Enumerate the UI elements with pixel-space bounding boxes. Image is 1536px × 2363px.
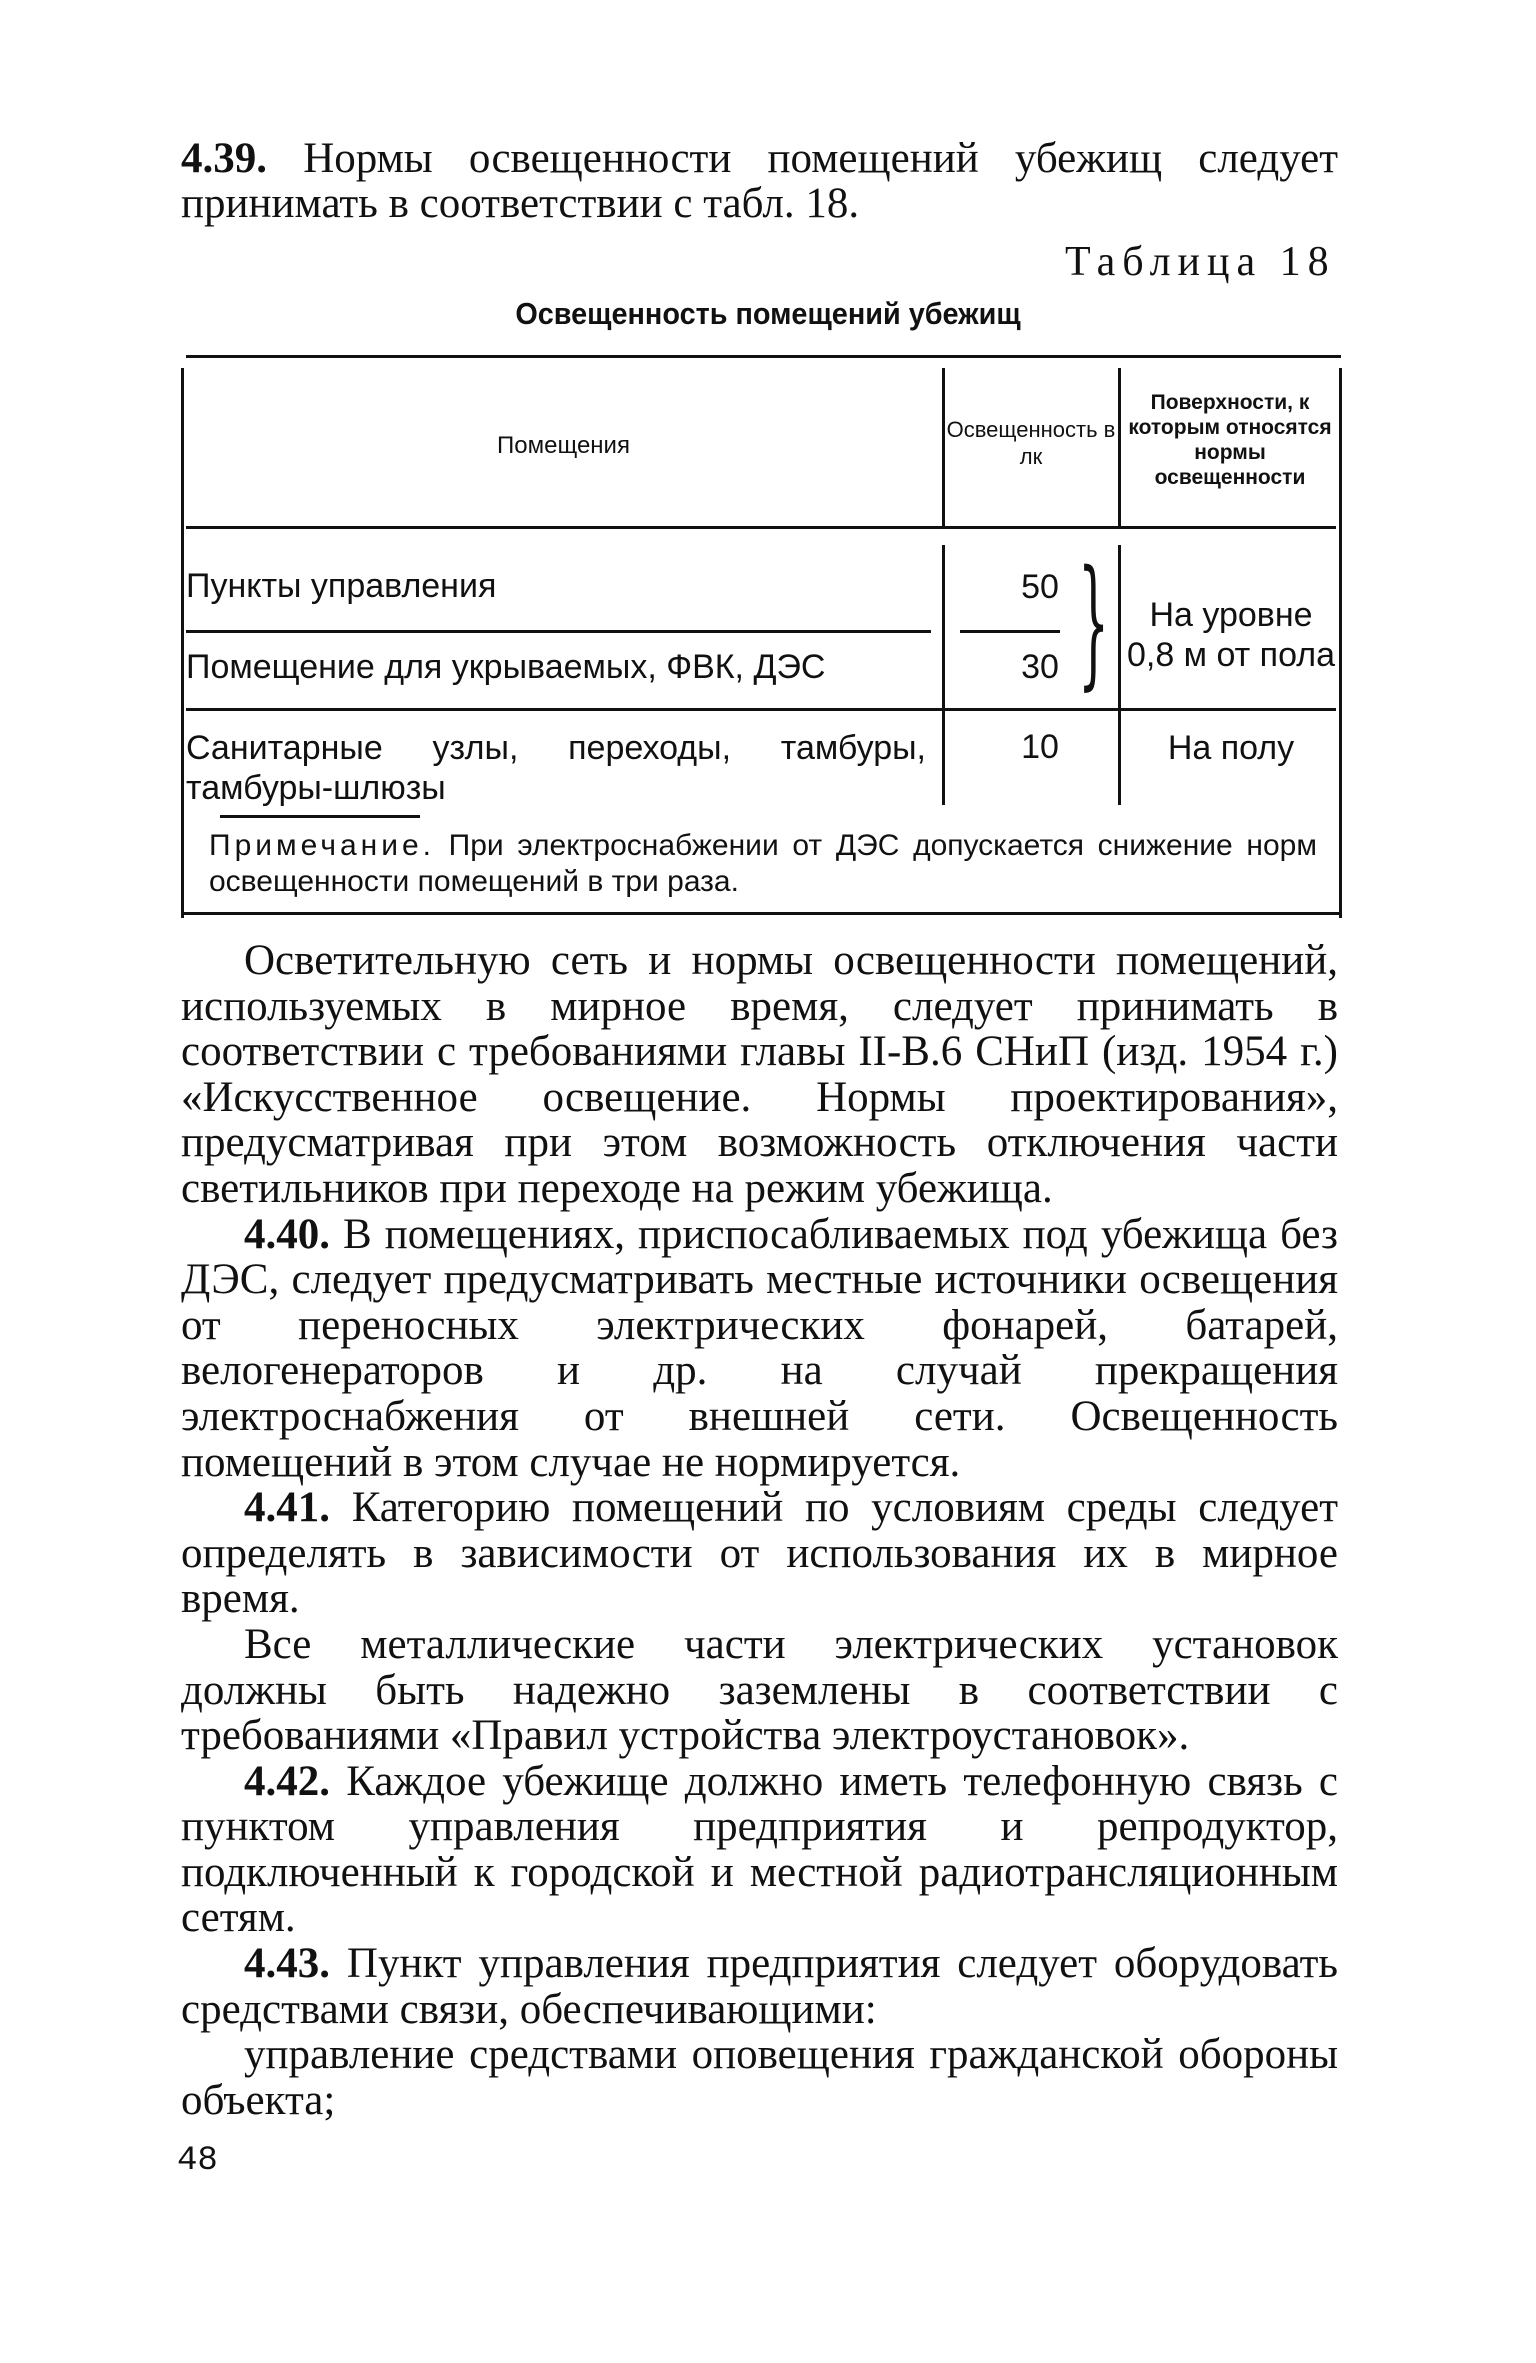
row-1-room: Пункты управления bbox=[186, 567, 497, 605]
section-text: В помещениях, приспосабливаемых под убежища без ДЭС, следует предусматривать местные источники освещения от переносных электрических фонарей, батарей, велогенераторов и др. на случай прекращения электроснабжения от внешней сети. Освещенность помещений в этом случае не нормируется. bbox=[181, 1210, 1338, 1486]
table-top-rule bbox=[186, 355, 1341, 358]
section-text: Нормы освещенности помещений убежищ следует принимать в соответствии с табл. 18. bbox=[181, 135, 1339, 227]
table-label: Таблица 18 bbox=[1065, 239, 1336, 285]
table-bottom-rule bbox=[181, 912, 1342, 915]
note-text: При электроснабжении от ДЭС допускается снижение норм освещенности помещений в три раза. bbox=[209, 829, 1317, 898]
header-rooms: Помещения bbox=[497, 432, 630, 459]
section-4-42 bbox=[181, 1759, 1338, 1941]
group-surface-line-2: 0,8 м от пола bbox=[1126, 636, 1336, 674]
group-surface-line-1: На уровне bbox=[1149, 596, 1313, 634]
header-rule bbox=[186, 526, 1336, 529]
section-4-39 bbox=[181, 136, 1338, 226]
section-number: 4.42. bbox=[244, 1757, 330, 1805]
row-rule-1-num bbox=[960, 630, 1060, 633]
list-item-warning-control: управление средствами оповещения гражданской обороны объекта; bbox=[181, 2031, 1338, 2124]
page-number: 48 bbox=[177, 2142, 218, 2180]
body-text bbox=[181, 938, 1338, 2123]
section-number: 4.40. bbox=[244, 1210, 330, 1258]
section-number: 4.39. bbox=[181, 135, 267, 182]
header-divider-2 bbox=[1118, 368, 1121, 526]
paragraph-grounding: Все металлические части электрических установок должны быть надежно заземлены в соответствии с требованиями «Правил устройства электроустановок». bbox=[181, 1620, 1338, 1760]
row-rule-2 bbox=[186, 708, 1336, 711]
header-illuminance: Освещенность в лк bbox=[946, 417, 1116, 469]
row-rule-1 bbox=[186, 630, 931, 633]
section-4-41 bbox=[181, 1485, 1338, 1622]
section-text: Каждое убежище должно иметь телефонную связь с пунктом управления предприятия и репродуктор, подключенный к городской и местной радиотрансляционным сетям. bbox=[181, 1757, 1338, 1942]
table-right-border bbox=[1339, 368, 1342, 918]
body-divider-2 bbox=[1118, 545, 1121, 805]
row-3-lux: 10 bbox=[1021, 728, 1059, 766]
note-rule bbox=[220, 815, 420, 818]
section-4-43 bbox=[181, 1941, 1338, 2032]
section-text: Пункт управления предприятия следует оборудовать средствами связи, обеспечивающими: bbox=[181, 1940, 1338, 2033]
table-left-border bbox=[181, 368, 184, 918]
section-number: 4.43. bbox=[244, 1940, 330, 1988]
row-3-surface: На полу bbox=[1167, 729, 1295, 767]
paragraph-lighting-network: Осветительную сеть и нормы освещенности помещений, используемых в мирное время, следует принимать в соответствии с требованиями главы II-В.6 СНиП (изд. 1954 г.) «Искусственное освещение. Нормы проектирования», предусматривая при этом возможность отключения части светильников при переходе на режим убежища. bbox=[181, 937, 1338, 1212]
group-brace: } bbox=[1078, 541, 1110, 704]
section-text: Категорию помещений по условиям среды следует определять в зависимости от использования их в мирное время. bbox=[181, 1484, 1338, 1623]
table-caption: Освещенность помещений убежищ bbox=[515, 296, 1021, 331]
row-1-lux: 50 bbox=[1021, 568, 1059, 606]
note-label: Примечание. bbox=[209, 829, 435, 862]
group-surface bbox=[1126, 595, 1336, 675]
row-2-room: Помещение для укрываемых, ФВК, ДЭС bbox=[186, 648, 826, 686]
header-divider-1 bbox=[942, 368, 945, 526]
section-number: 4.41. bbox=[244, 1484, 330, 1532]
header-surfaces: Поверхности, к которым относятся нормы освещенности bbox=[1128, 391, 1332, 489]
row-2-lux: 30 bbox=[1021, 648, 1059, 686]
body-divider-1 bbox=[942, 545, 945, 805]
row-3-room: Санитарные узлы, переходы, тамбуры, тамбуры-шлюзы bbox=[186, 729, 926, 807]
table-note bbox=[209, 828, 1317, 900]
section-4-40 bbox=[181, 1212, 1338, 1486]
